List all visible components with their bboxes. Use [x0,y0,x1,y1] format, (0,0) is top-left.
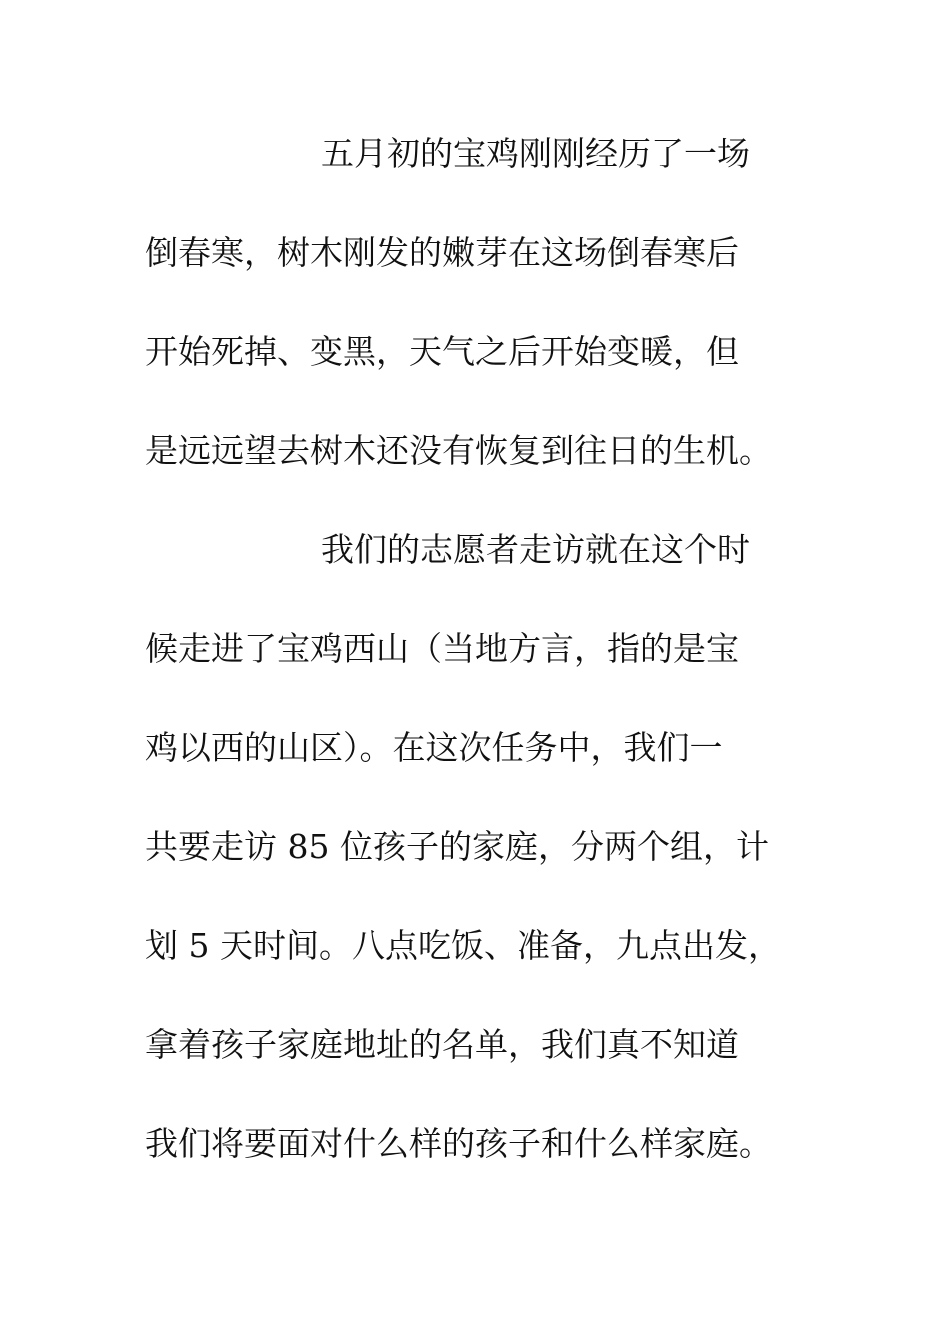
text-line: 划 5 天时间。八点吃饭、准备，九点出发， [145,926,781,965]
body-text [145,124,805,1213]
text-line: 五月初的宝鸡刚刚经历了一场 [321,134,750,173]
text-line: 开始死掉、变黑，天气之后开始变暖，但 [145,332,739,371]
text-line: 是远远望去树木还没有恢复到往日的生机。 [145,431,772,470]
text-line: 共要走访 85 位孩子的家庭，分两个组，计 [145,827,769,866]
text-line: 我们将要面对什么样的孩子和什么样家庭。 [145,1124,772,1163]
text-line: 我们的志愿者走访就在这个时 [321,530,750,569]
paragraph-2 [145,520,805,1213]
text-line: 拿着孩子家庭地址的名单，我们真不知道 [145,1025,739,1064]
text-line: 候走进了宝鸡西山（当地方言，指的是宝 [145,629,739,668]
paragraph-1 [145,124,805,520]
text-line: 鸡以西的山区）。在这次任务中，我们一 [145,728,723,767]
text-line: 倒春寒，树木刚发的嫩芽在这场倒春寒后 [145,233,739,272]
